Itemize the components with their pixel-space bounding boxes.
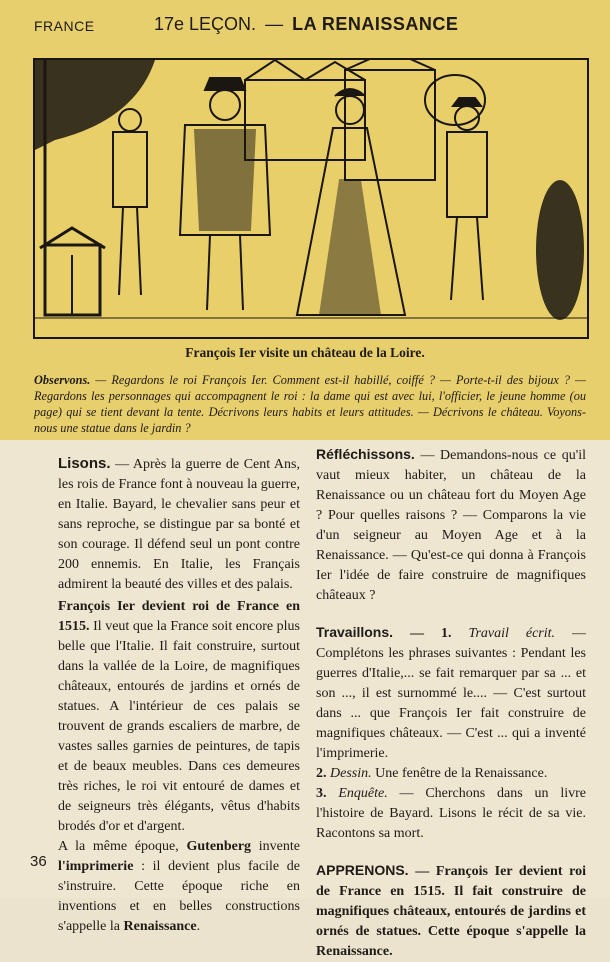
item-3-number: 3. [316, 786, 327, 801]
lisons-lead-2: François Ier devient roi de France en 1515. [58, 599, 300, 634]
lisons-paragraph-2 [58, 597, 300, 837]
illustration-drawing [35, 60, 587, 337]
lisons-text-3d: . [196, 919, 201, 934]
lisons-text-3b: invente [251, 839, 300, 854]
lisons-text-3c: : il devient plus facile de s'instruire. Cette époque riche en inventions et en belles constructions s'appelle la [58, 859, 300, 934]
tree-icon [536, 180, 584, 320]
woodcut-illustration [33, 58, 589, 339]
item-2-title: Dessin. [330, 766, 372, 781]
item-1-text: — Complétons les phrases suivantes : Pendant les guerres d'Italie,... se fait remarquer par sa ... et son ..., il est surnommé le.... — C'est surtout dans ... que François Ier fait construire de magnifiques châteaux. — C'est ... qui a inventé l'imprimerie. [316, 626, 586, 761]
item-3-text: — Cherchons dans un livre l'histoire de Bayard. Lisons le récit de sa vie. Racontons sa mort. [316, 786, 586, 841]
imprimerie-term: l'imprimerie [58, 859, 134, 874]
lisons-text-2: Il veut que la France soit encore plus belle que l'Italie. Il fait construire, surtout dans la vallée de la Loire, de magnifiques châteaux, entourés de jardins et ornés de statues. A l'intérieur de ces palais se trouvent de grands escaliers de marbre, de vastes salles garnies de peintures, de tapis et de beaux meubles. Dans ces demeures très riches, le roi vit entouré de dames et de seigneurs très élégants, vêtus d'habits brodés d'or et d'argent. [58, 619, 300, 834]
right-column [316, 444, 586, 962]
officer-figure [447, 98, 487, 300]
observons-section [34, 372, 586, 436]
tent-drape [35, 60, 155, 150]
travaillons-item-3 [316, 784, 586, 844]
lesson-heading [154, 14, 458, 35]
renaissance-term: Renaissance [123, 919, 197, 934]
item-2-text: Une fenêtre de la Renaissance. [371, 766, 548, 781]
country-label: FRANCE [34, 18, 95, 34]
travaillons-item-2 [316, 764, 586, 784]
observons-label: Observons. [34, 373, 91, 387]
page-number: 36 [30, 853, 47, 870]
left-column [58, 454, 300, 937]
reflechissons-paragraph [316, 444, 586, 606]
lisons-label: Lisons. [58, 455, 111, 472]
illustration-caption: François Ier visite un château de la Loire. [185, 345, 425, 360]
king-figure [180, 78, 270, 310]
lisons-paragraph-1 [58, 454, 300, 595]
reflechissons-label: Réfléchissons. [316, 446, 415, 462]
page-header [0, 14, 610, 40]
apprenons-text: — François Ier devient roi de France en 1515. Il fait construire de magnifiques châteaux, entourés de jardins et ornés de statues. Cette époque s'appelle la Renaissance. [316, 864, 586, 959]
lesson-title: LA RENAISSANCE [292, 14, 459, 34]
lisons-paragraph-3 [58, 837, 300, 937]
item-3-title: Enquête. [338, 786, 388, 801]
item-1-number: — 1. [393, 626, 452, 641]
heading-dash: — [265, 14, 284, 34]
travaillons-paragraph [316, 622, 586, 764]
observons-text: — Regardons le roi François Ier. Comment est-il habillé, coiffé ? — Porte-t-il des bijoux ? — Regardons les personnages qui accompagnent le roi : la dame qui est avec lui, l'officier, le jeune homme (ou page) qui se tient devant la tente. Décrivons leurs habits et leurs attitudes. — Décrivons le château. Voyons-nous une statue dans le jardin ? [34, 373, 586, 435]
item-2-number: 2. [316, 766, 327, 781]
lisons-text-3a: A la même époque, [58, 839, 187, 854]
reflechissons-text: — Demandons-nous ce qu'il vaut mieux habiter, un château de la Renaissance ou un château fort du Moyen Age ? Pour quelles raisons ? — Comparons la vie d'un seigneur au Moyen Age et à la Renaissance. — Qu'est-ce qui donna à François Ier l'idée de faire construire de magnifiques châteaux ? [316, 448, 586, 603]
page-figure [113, 109, 147, 295]
apprenons-label: APPRENONS. [316, 862, 409, 878]
lisons-text-1: — Après la guerre de Cent Ans, les rois de France font à nouveau la guerre, en Italie. Bayard, le chevalier sans peur et sans reproche, se distingue par sa bonté et son courage. Il défend seul un pont contre 200 ennemis. En Italie, les Français admirent la beauté des villes et des palais. [58, 457, 300, 592]
item-1-title: Travail écrit. [468, 626, 556, 641]
gutenberg-term: Gutenberg [186, 839, 252, 854]
lady-figure [297, 89, 405, 315]
travaillons-label: Travaillons. [316, 624, 394, 640]
lesson-number: 17e LEÇON. [154, 14, 257, 34]
apprenons-paragraph [316, 860, 586, 962]
